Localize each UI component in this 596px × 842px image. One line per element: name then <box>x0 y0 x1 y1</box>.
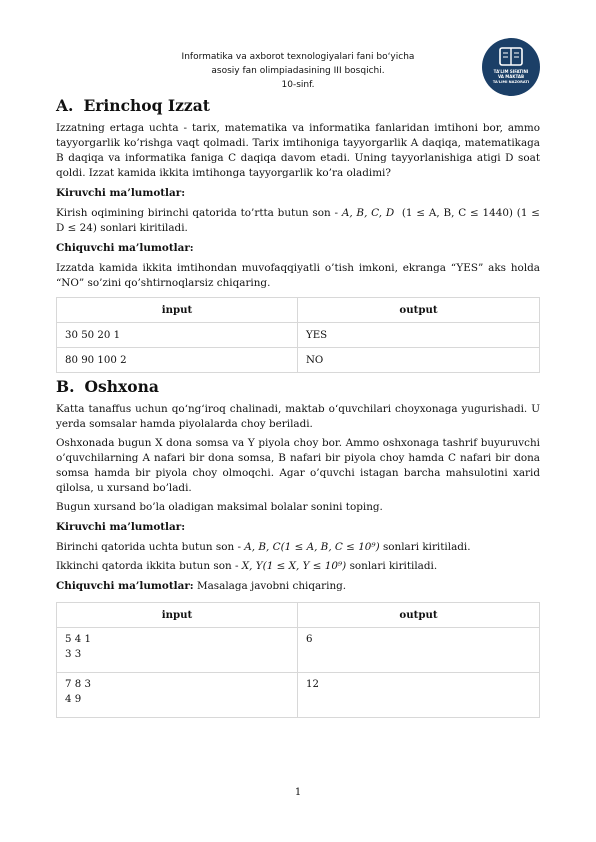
svg-text:VA MAKTAB: VA MAKTAB <box>497 74 525 79</box>
problem-a-output-heading: Chiquvchi ma’lumotlar: <box>56 242 194 254</box>
input-line: 7 8 3 <box>65 679 91 690</box>
table-cell-input <box>57 673 298 718</box>
input-constraint-xy: X, Y(1 ≤ X, Y ≤ 10⁹) <box>241 560 347 572</box>
input-text-part: sonlari kiritiladi. <box>382 541 471 553</box>
problem-b-input-line-2 <box>56 559 540 574</box>
problem-a-output-text: Izzatda kamida ikkita imtihondan muvofaqqiyatli o’tish imkoni, ekranga “YES” aks holda “NO” so’zini qo’shtirnoqlarsiz chiqaring. <box>56 262 540 289</box>
problem-a-title <box>56 96 540 116</box>
table-header-row <box>57 603 540 628</box>
table-cell-input: 80 90 100 2 <box>57 348 298 373</box>
problem-a-letter: A. <box>56 96 74 115</box>
problem-b-input-heading: Kiruvchi ma’lumotlar: <box>56 521 186 533</box>
input-text-part: sonlari kiritiladi. <box>349 560 438 572</box>
problem-b-paragraph-1: Katta tanaffus uchun qo‘ng‘iroq chalinadi, maktab o‘quvchilari choyxonaga yugurishadi. U yerda somsalar hamda piyolalarda choy beriladi. <box>56 403 540 430</box>
table-row <box>57 348 540 373</box>
input-text-part: sonlari kiritiladi. <box>100 222 188 234</box>
svg-text:TA'LIMI NAZORATI: TA'LIMI NAZORATI <box>492 80 530 84</box>
header-line-2: asosiy fan olimpiadasining III bosqichi. <box>211 66 385 76</box>
problem-b-title <box>56 377 540 397</box>
problem-b-paragraph-2: Oshxonada bugun X dona somsa va Y piyola choy bor. Ammo oshxonaga tashrif buyuruvchi o’quvchilarning A nafari bir dona somsa, B nafari bir piyola choy hamda C nafari bir dona somsa hamda bir piyola choy olmoqchi. Agar o’quvchi istagan barcha mahsulotini xarid qilolsa, u xursand bo’ladi. <box>56 437 540 494</box>
agency-logo <box>481 37 541 97</box>
problem-a-statement: Izzatning ertaga uchta - tarix, matematika va informatika fanlaridan imtihoni bor, ammo tayyorgarlik ko’rishga vaqt qolmadi. Tarix imtihoniga tayyorgarlik A daqiqa, matematikaga B daqiqa va informatika faniga C daqiqa davom etadi. Uning tayyorlanishiga atigi D soat qoldi. Izzat kamida ikkita imtihonga tayyorgarlik ko’ra oladimi? <box>56 122 540 179</box>
input-text-part: Birinchi qatorida uchta butun son - <box>56 541 241 553</box>
input-constraint-abc: A, B, C(1 ≤ A, B, C ≤ 10⁹) <box>244 541 380 553</box>
problem-b-input-line-1 <box>56 540 540 555</box>
table-cell-output: YES <box>298 323 540 348</box>
input-constraint-d: (1 ≤ D ≤ 24) <box>56 207 540 234</box>
input-line: 3 3 <box>65 649 82 660</box>
input-variables: A, B, C, D <box>341 207 395 219</box>
table-cell-input <box>57 628 298 673</box>
table-header-input: input <box>57 603 298 628</box>
table-header-input: input <box>57 298 298 323</box>
input-text-part: Ikkinchi qatorda ikkita butun son - <box>56 560 239 572</box>
table-cell-output: NO <box>298 348 540 373</box>
problem-a-name: Erinchoq Izzat <box>83 96 210 115</box>
table-header-output: output <box>298 298 540 323</box>
problem-a-input-heading: Kiruvchi ma’lumotlar: <box>56 187 186 199</box>
table-header-row <box>57 298 540 323</box>
problem-b-letter: B. <box>56 377 75 396</box>
input-line: 5 4 1 <box>65 634 91 645</box>
problem-b-paragraph-3: Bugun xursand bo’la oladigan maksimal bolalar sonini toping. <box>56 501 383 513</box>
table-cell-output: 6 <box>298 628 540 673</box>
header-line-3: 10-sinf. <box>281 80 315 90</box>
problem-b-examples-table <box>56 602 540 718</box>
problem-b-output-heading: Chiquvchi ma’lumotlar: <box>56 580 194 592</box>
table-row <box>57 323 540 348</box>
table-row <box>57 628 540 673</box>
page-number: 1 <box>294 787 302 798</box>
input-constraint-abc: (1 ≤ A, B, C ≤ 1440) <box>401 207 513 219</box>
table-header-output: output <box>298 603 540 628</box>
svg-text:TA'LIM SIFATINI: TA'LIM SIFATINI <box>493 69 529 74</box>
problem-a-input-text <box>56 206 540 236</box>
problem-b-output-text: Masalaga javobni chiqaring. <box>196 580 347 592</box>
input-text-part: Kirish oqimining birinchi qatorida to’rtta butun son - <box>56 207 338 219</box>
table-cell-output: 12 <box>298 673 540 718</box>
table-row <box>57 673 540 718</box>
header-line-1: Informatika va axborot texnologiyalari fani bo‘yicha <box>181 52 415 62</box>
problem-b-output-line <box>56 579 540 594</box>
problem-a-examples-table <box>56 297 540 373</box>
problem-b-name: Oshxona <box>84 377 159 396</box>
table-cell-input: 30 50 20 1 <box>57 323 298 348</box>
input-line: 4 9 <box>65 694 82 705</box>
